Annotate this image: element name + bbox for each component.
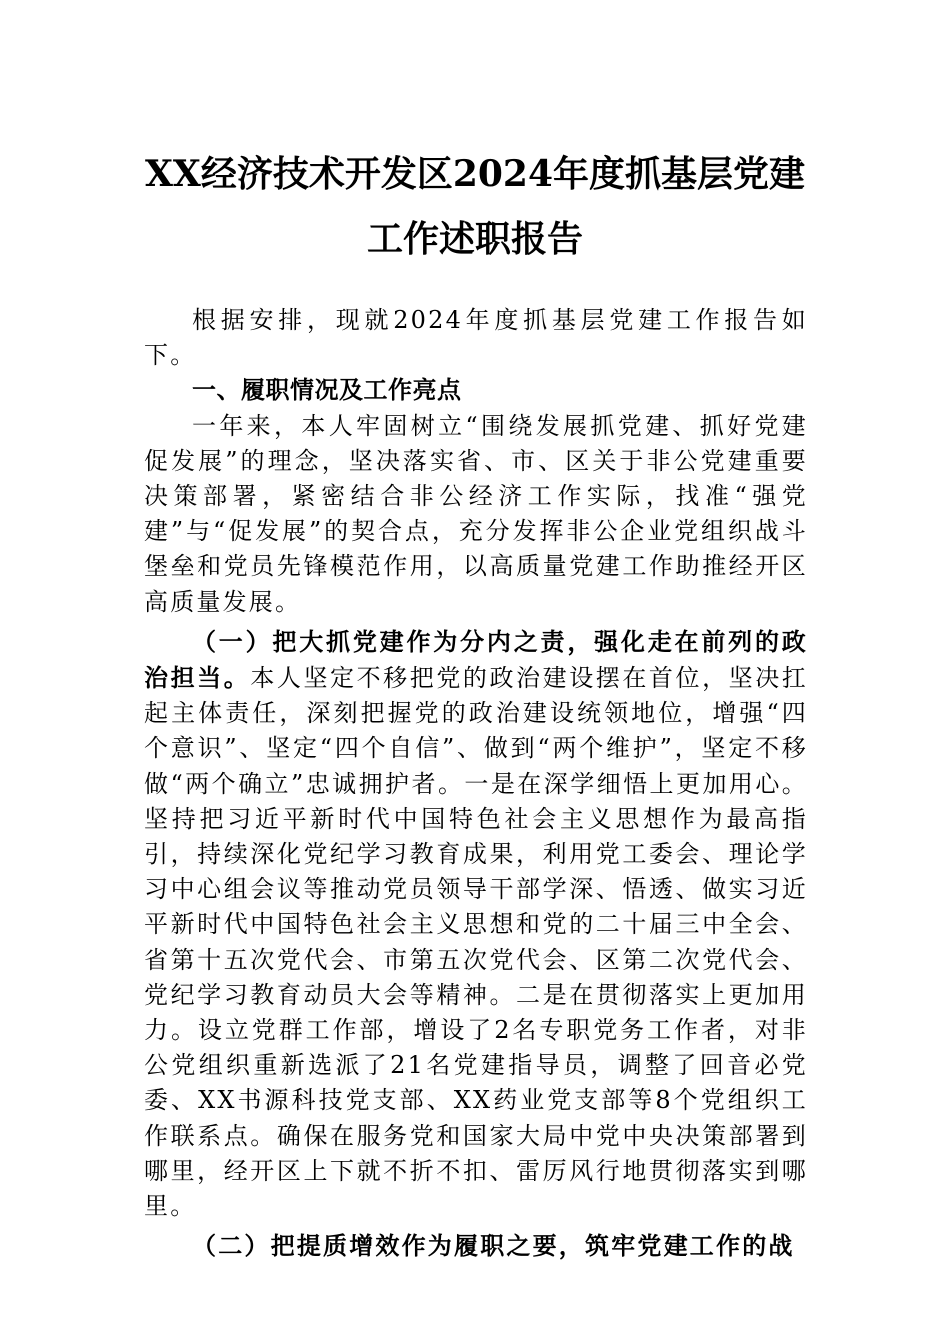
subsection-1-paragraph [144,624,808,1224]
report-title-line-2: 工作述职报告 [366,218,583,260]
subsection-2-paragraph [144,1228,808,1264]
report-body [144,303,808,1264]
section-1-paragraph: 一年来，本人牢固树立“围绕发展抓党建、抓好党建促发展”的理念，坚决落实省、市、区关于非公党建重要决策部署，紧密结合非公经济工作实际，找准“强党建”与“促发展”的契合点，充分发挥非公企业党组织战斗堡垒和党员先锋模范作用，以高质量党建工作助推经开区高质量发展。 [144,411,808,616]
intro-paragraph: 根据安排，现就2024年度抓基层党建工作报告如下。 [144,306,808,370]
subsection-2-heading: （二）把提质增效作为履职之要，筑牢党建工作的战 [192,1231,795,1261]
subsection-1-body: 本人坚定不移把党的政治建设摆在首位，坚决扛起主体责任，深刻把握党的政治建设统领地位，增强“四个意识”、坚定“四个自信”、做到“两个维护”，坚定不移做“两个确立”忠诚拥护者。一是在深学细悟上更加用心。坚持把习近平新时代中国特色社会主义思想作为最高指引，持续深化党纪学习教育成果，利用党工委会、理论学习中心组会议等推动党员领导干部学深、悟透、做实习近平新时代中国特色社会主义思想和党的二十届三中全会、省第十五次党代会、市第五次党代会、区第二次党代会、党纪学习教育动员大会等精神。二是在贯彻落实上更加用力。设立党群工作部，增设了2名专职党务工作者，对非公党组织重新选派了21名党建指导员，调整了回音必党委、XX书源科技党支部、XX药业党支部等8个党组织工作联系点。确保在服务党和国家大局中党中央决策部署到哪里，经开区上下就不折不扣、雷厉风行地贯彻落实到哪里。 [144,664,808,1221]
report-title-line-1: XX经济技术开发区2024年度抓基层党建 [144,153,806,195]
subsection-1-heading: （一）把大抓党建作为分内之责，强化走在前列的政治担当。 [144,626,808,693]
section-1-heading: 一、履职情况及工作亮点 [192,376,462,405]
